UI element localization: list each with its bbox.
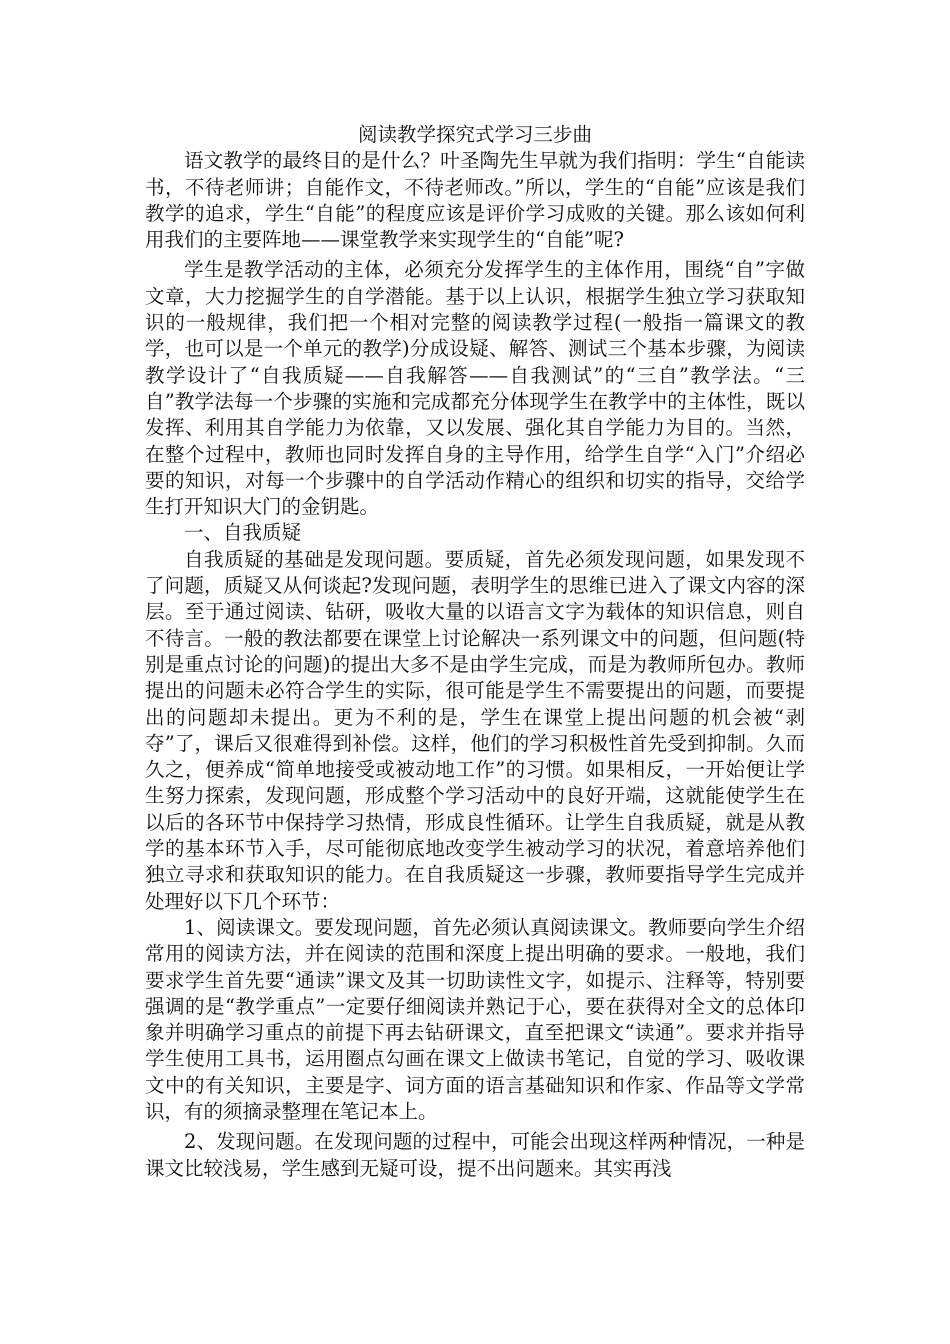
section-heading-self-questioning: 一、自我质疑 xyxy=(184,521,302,545)
paragraph-step-2-finding-problems: 2、发现问题。在发现问题的过程中，可能会出现这样两种情况，一种是课文比较浅易，学生感到无疑可设，提不出问题来。其实再浅 xyxy=(145,1130,805,1180)
paragraph-self-questioning: 自我质疑的基础是发现问题。要质疑，首先必须发现问题，如果发现不了问题，质疑又从何谈起?发现问题，表明学生的思维已进入了课文内容的深层。至于通过阅读、钻研，吸收大量的以语言文字为载体的知识信息，则自不待言。一般的教法都要在课堂上讨论解决一系列课文中的问题，但问题(特别是重点讨论的问题)的提出大多不是由学生完成，而是为教师所包办。教师提出的问题未必符合学生的实际，很可能是学生不需要提出的问题，而要提出的问题却未提出。更为不利的是，学生在课堂上提出问题的机会被“剥夺”了，课后又很难得到补偿。这样，他们的学习积极性首先受到抑制。久而久之，便养成“简单地接受或被动地工作”的习惯。如果相反，一开始便让学生努力探索，发现问题，形成整个学习活动中的良好开端，这就能使学生在以后的各环节中保持学习热情，形成良性循环。让学生自我质疑，就是从教学的基本环节入手，尽可能彻底地改变学生被动学习的状况，着意培养他们独立寻求和获取知识的能力。在自我质疑这一步骤，教师要指导学生完成并处理好以下几个环节： xyxy=(145,547,805,913)
paragraph-intro: 语文教学的最终目的是什么？叶圣陶先生早就为我们指明：学生“自能读书，不待老师讲；自能作文，不待老师改。”所以，学生的“自能”应该是我们教学的追求，学生“自能”的程度应该是评价学习成败的关键。那么该如何利用我们的主要阵地——课堂教学来实现学生的“自能”呢? xyxy=(145,149,805,252)
document-title: 阅读教学探究式学习三步曲 xyxy=(357,123,592,146)
document-body xyxy=(145,122,805,1182)
paragraph-method: 学生是教学活动的主体，必须充分发挥学生的主体作用，围绕“自”字做文章，大力挖掘学生的自学潜能。基于以上认识，根据学生独立学习获取知识的一般规律，我们把一个相对完整的阅读教学过程(一般指一篇课文的教学，也可以是一个单元的教学)分成设疑、解答、测试三个基本步骤，为阅读教学设计了“自我质疑——自我解答——自我测试”的“三自”教学法。“三自”教学法每一个步骤的实施和完成都充分体现学生在教学中的主体性，既以发挥、利用其自学能力为依靠，又以发展、强化其自学能力为目的。当然，在整个过程中，教师也同时发挥自身的主导作用，给学生自学“入门”介绍必要的知识，对每一个步骤中的自学活动作精心的组织和切实的指导，交给学生打开知识大门的金钥匙。 xyxy=(145,258,805,519)
paragraph-step-1-reading: 1、阅读课文。要发现问题，首先必须认真阅读课文。教师要向学生介绍常用的阅读方法，并在阅读的范围和深度上提出明确的要求。一般地，我们要求学生首先要“通读”课文及其一切助读性文字，如提示、注释等，特别要强调的是“教学重点”一定要仔细阅读并熟记于心，要在获得对全文的总体印象并明确学习重点的前提下再去钻研课文，直至把课文“读通”。要求并指导学生使用工具书，运用圈点勾画在课文上做读书笔记，自觉的学习、吸收课文中的有关知识，主要是字、词方面的语言基础知识和作家、作品等文学常识，有的须摘录整理在笔记本上。 xyxy=(145,915,805,1123)
